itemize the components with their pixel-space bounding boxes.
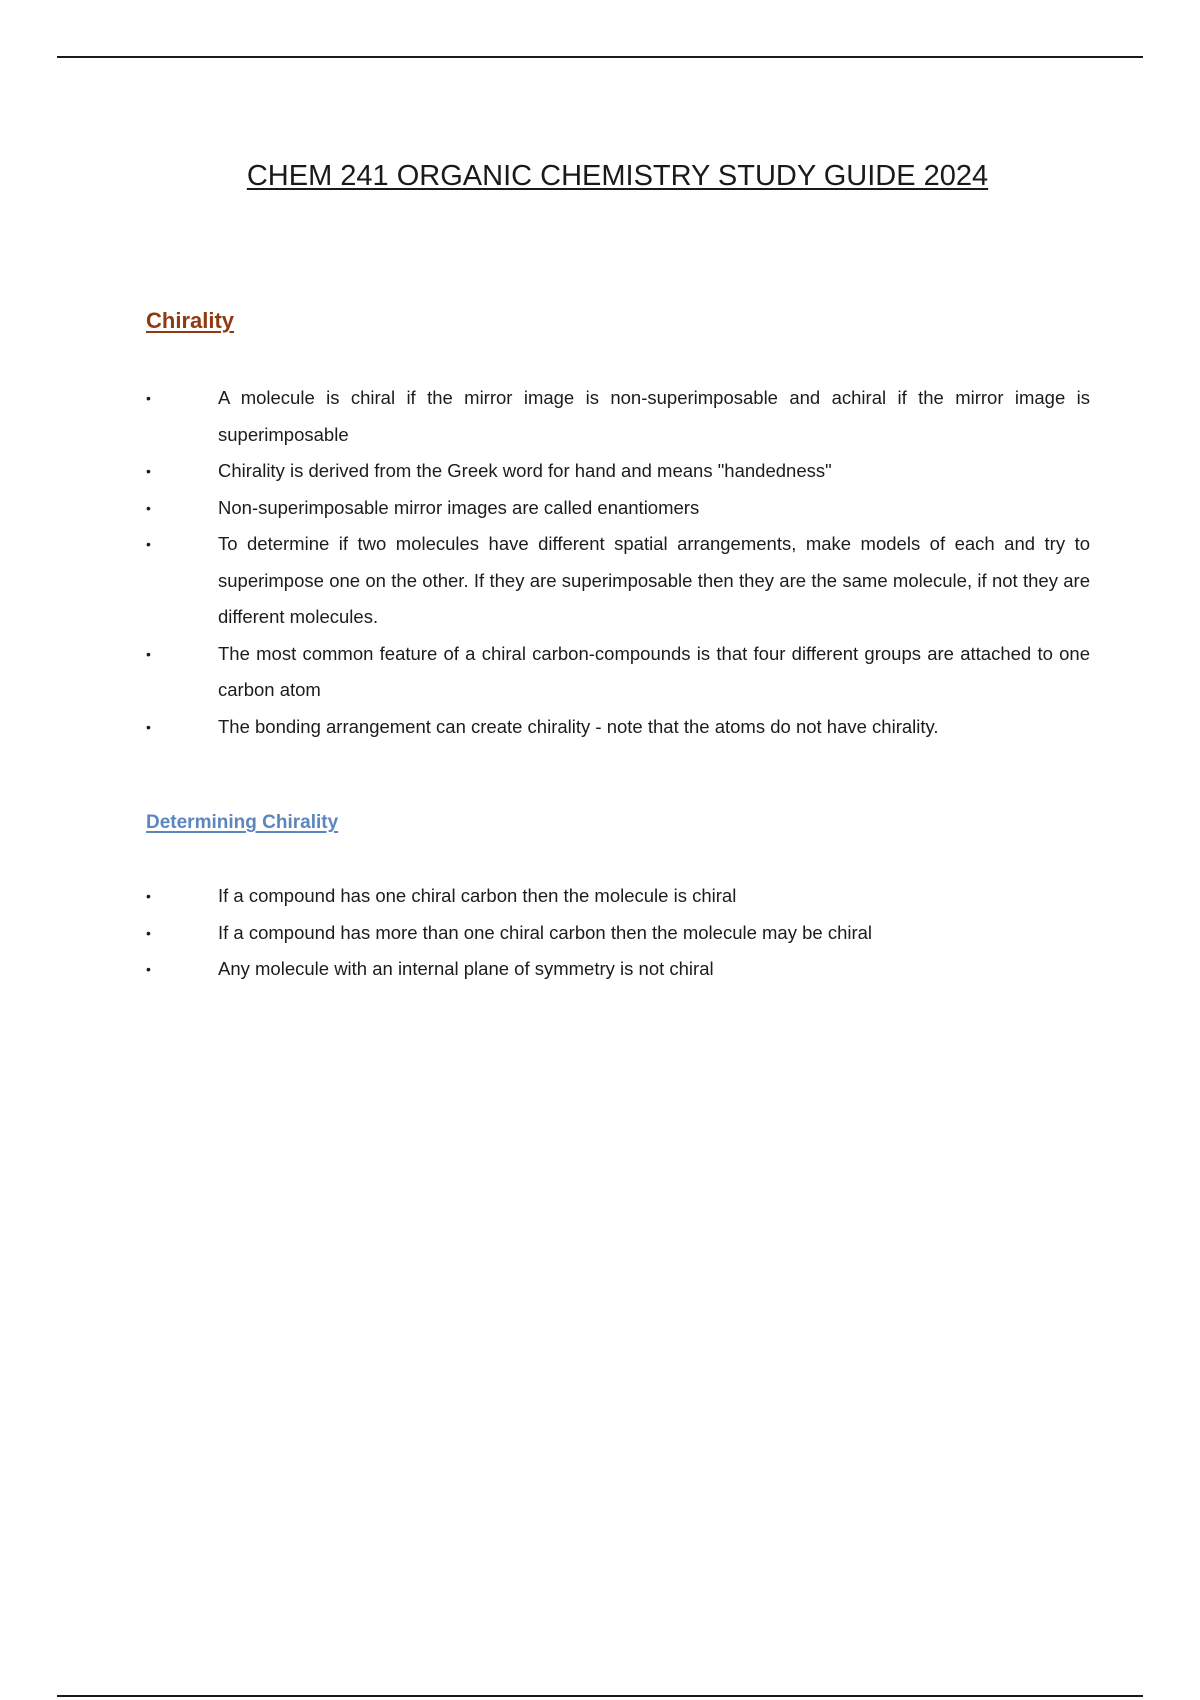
chirality-bullet-list <box>146 380 1090 745</box>
list-item <box>146 709 1090 746</box>
list-item-text: To determine if two molecules have different spatial arrangements, make models of each and try to superimpose one on the other. If they are superimposable then they are the same molecule, if not they are different molecules. <box>218 533 1090 627</box>
document-title: CHEM 241 ORGANIC CHEMISTRY STUDY GUIDE 2024 <box>246 160 989 192</box>
list-item <box>146 951 1090 988</box>
bullet-icon: • <box>146 463 151 479</box>
list-item-text: Any molecule with an internal plane of symmetry is not chiral <box>218 958 714 979</box>
list-item <box>146 490 1090 527</box>
list-item <box>146 453 1090 490</box>
header-rule <box>57 56 1143 58</box>
bullet-icon: • <box>146 536 151 552</box>
list-item <box>146 878 1090 915</box>
bullet-icon: • <box>146 645 151 662</box>
list-item-text: The most common feature of a chiral carbon-compounds is that four different groups are attached to one carbon atom <box>218 642 1090 700</box>
bullet-icon: • <box>146 390 151 406</box>
footer-rule <box>57 1695 1143 1697</box>
list-item-text: Chirality is derived from the Greek word for hand and means "handedness" <box>218 460 832 481</box>
list-item-text: A molecule is chiral if the mirror image is non-superimposable and achiral if the mirror image is superimposable <box>218 387 1090 445</box>
list-item-text: If a compound has one chiral carbon then the molecule is chiral <box>218 885 737 906</box>
list-item <box>146 915 1090 952</box>
list-item <box>146 636 1090 709</box>
section-heading-chirality: Chirality <box>146 308 235 333</box>
bullet-icon: • <box>146 718 151 735</box>
list-item <box>146 526 1090 636</box>
list-item-text: The bonding arrangement can create chirality - note that the atoms do not have chirality. <box>218 715 939 737</box>
bullet-icon: • <box>146 961 151 977</box>
bullet-icon: • <box>146 924 151 941</box>
list-item-text: Non-superimposable mirror images are called enantiomers <box>218 496 700 518</box>
determining-chirality-bullet-list <box>146 878 1090 988</box>
list-item <box>146 380 1090 453</box>
list-item-text: If a compound has more than one chiral carbon then the molecule may be chiral <box>218 921 873 943</box>
bullet-icon: • <box>146 888 151 904</box>
section-heading-determining-chirality: Determining Chirality <box>146 812 339 833</box>
bullet-icon: • <box>146 499 151 516</box>
